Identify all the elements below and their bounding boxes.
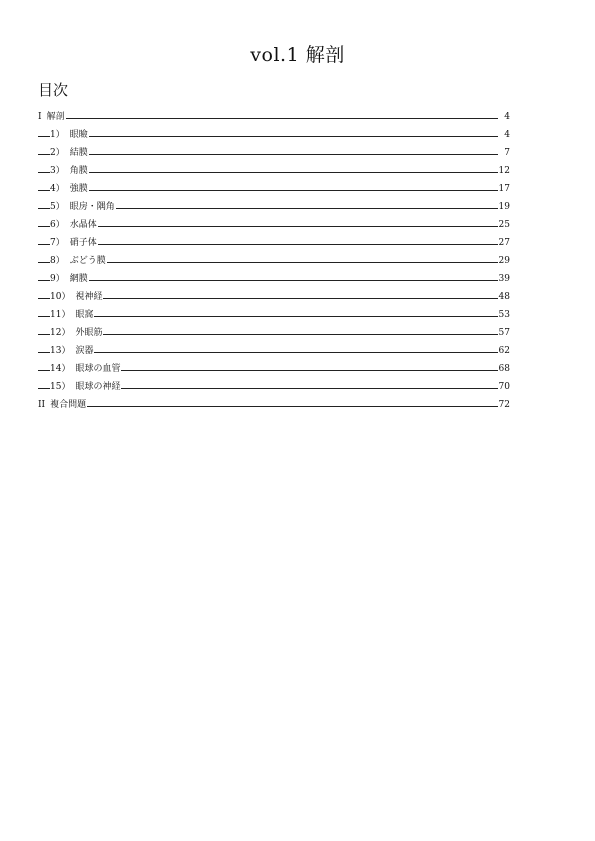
toc-entry-number: 11） [50, 310, 71, 320]
toc-entry-text: 眼球の神経 [75, 382, 121, 392]
toc-entry-text: 眼窩 [75, 310, 94, 320]
toc-entry-label [50, 324, 103, 342]
toc-entry[interactable] [38, 306, 510, 324]
toc-entry-label [50, 342, 94, 360]
toc-entry-number: 13） [50, 346, 71, 356]
toc-leader-line [38, 316, 498, 317]
toc-entry-page: 12 [498, 162, 510, 180]
toc-leader-line [38, 298, 498, 299]
toc-entry[interactable] [38, 216, 510, 234]
toc-leader-line [38, 244, 498, 245]
toc-entry-label [50, 216, 98, 234]
toc-entry[interactable] [38, 270, 510, 288]
toc-entry[interactable] [38, 180, 510, 198]
toc-entry-label [50, 306, 94, 324]
toc-entry-text: 眼瞼 [69, 130, 88, 140]
toc-entry-label [50, 198, 116, 216]
toc-entry[interactable] [38, 252, 510, 270]
table-of-contents [38, 108, 510, 414]
toc-entry-number: 5） [50, 202, 65, 212]
toc-entry-text: 硝子体 [69, 238, 97, 248]
toc-entry-label [38, 108, 66, 126]
toc-leader-line [38, 118, 498, 119]
toc-entry-page: 39 [498, 270, 510, 288]
toc-entry-text: 涙器 [75, 346, 94, 356]
toc-entry-label [50, 360, 121, 378]
toc-entry-page: 53 [498, 306, 510, 324]
toc-entry-page: 4 [503, 108, 510, 126]
toc-entry-text: 網膜 [69, 274, 88, 284]
toc-entry-page: 27 [498, 234, 510, 252]
toc-entry-page: 48 [498, 288, 510, 306]
toc-entry-number: 14） [50, 364, 71, 374]
toc-entry-page: 4 [503, 126, 510, 144]
toc-entry[interactable] [38, 324, 510, 342]
toc-entry[interactable] [38, 198, 510, 216]
toc-entry-label [50, 378, 121, 396]
toc-entry-text: 眼房・隅角 [69, 202, 115, 212]
toc-leader-line [38, 262, 498, 263]
toc-entry-text: 視神経 [75, 292, 103, 302]
toc-entry[interactable] [38, 234, 510, 252]
toc-entry[interactable] [38, 126, 510, 144]
toc-entry-page: 72 [498, 396, 510, 414]
toc-entry-label [50, 234, 98, 252]
toc-entry-label [38, 396, 87, 414]
toc-entry-number: 12） [50, 328, 71, 338]
toc-leader-line [38, 280, 498, 281]
toc-entry-number: 7） [50, 238, 65, 248]
toc-entry-number: 10） [50, 292, 71, 302]
toc-entry-text: 複合問題 [50, 400, 87, 410]
toc-leader-line [38, 406, 498, 407]
toc-entry-page: 62 [498, 342, 510, 360]
toc-entry-text: 角膜 [69, 166, 88, 176]
toc-entry-text: 解剖 [46, 112, 65, 122]
toc-entry-page: 25 [498, 216, 510, 234]
toc-leader-line [38, 154, 498, 155]
toc-entry[interactable] [38, 360, 510, 378]
toc-entry-text: 結膜 [69, 148, 88, 158]
toc-entry-label [50, 144, 89, 162]
toc-entry-page: 57 [498, 324, 510, 342]
toc-entry-number: 4） [50, 184, 65, 194]
toc-entry-label [50, 162, 89, 180]
toc-entry-label [50, 270, 89, 288]
toc-entry[interactable] [38, 378, 510, 396]
toc-entry-text: 外眼筋 [75, 328, 103, 338]
toc-entry-number: II [38, 400, 46, 410]
toc-entry-number: 3） [50, 166, 65, 176]
toc-entry-page: 17 [498, 180, 510, 198]
toc-entry-number: 2） [50, 148, 65, 158]
toc-entry-number: 15） [50, 382, 71, 392]
toc-leader-line [38, 334, 498, 335]
toc-entry[interactable] [38, 108, 510, 126]
toc-entry-label [50, 126, 89, 144]
document-title: vol.1 解剖 [250, 44, 345, 66]
toc-entry-page: 70 [498, 378, 510, 396]
toc-entry[interactable] [38, 144, 510, 162]
toc-entry-number: 1） [50, 130, 65, 140]
toc-entry-page: 19 [498, 198, 510, 216]
toc-leader-line [38, 172, 498, 173]
toc-entry-number: 9） [50, 274, 65, 284]
toc-entry-label [50, 288, 103, 306]
toc-leader-line [38, 352, 498, 353]
toc-entry-label [50, 252, 107, 270]
toc-entry-number: 6） [50, 220, 65, 230]
toc-entry-page: 7 [503, 144, 510, 162]
toc-entry-text: ぶどう膜 [69, 256, 106, 266]
toc-entry-text: 眼球の血管 [75, 364, 121, 374]
toc-leader-line [38, 136, 498, 137]
toc-leader-line [38, 226, 498, 227]
toc-entry-page: 68 [498, 360, 510, 378]
toc-leader-line [38, 190, 498, 191]
toc-entry-number: 8） [50, 256, 65, 266]
toc-entry[interactable] [38, 162, 510, 180]
toc-entry-text: 水晶体 [69, 220, 97, 230]
toc-entry[interactable] [38, 288, 510, 306]
toc-entry-text: 強膜 [69, 184, 88, 194]
toc-entry-page: 29 [498, 252, 510, 270]
toc-entry-number: I [38, 112, 42, 122]
toc-heading: 目次 [38, 81, 69, 99]
toc-entry[interactable] [38, 342, 510, 360]
toc-entry[interactable] [38, 396, 510, 414]
toc-entry-label [50, 180, 89, 198]
